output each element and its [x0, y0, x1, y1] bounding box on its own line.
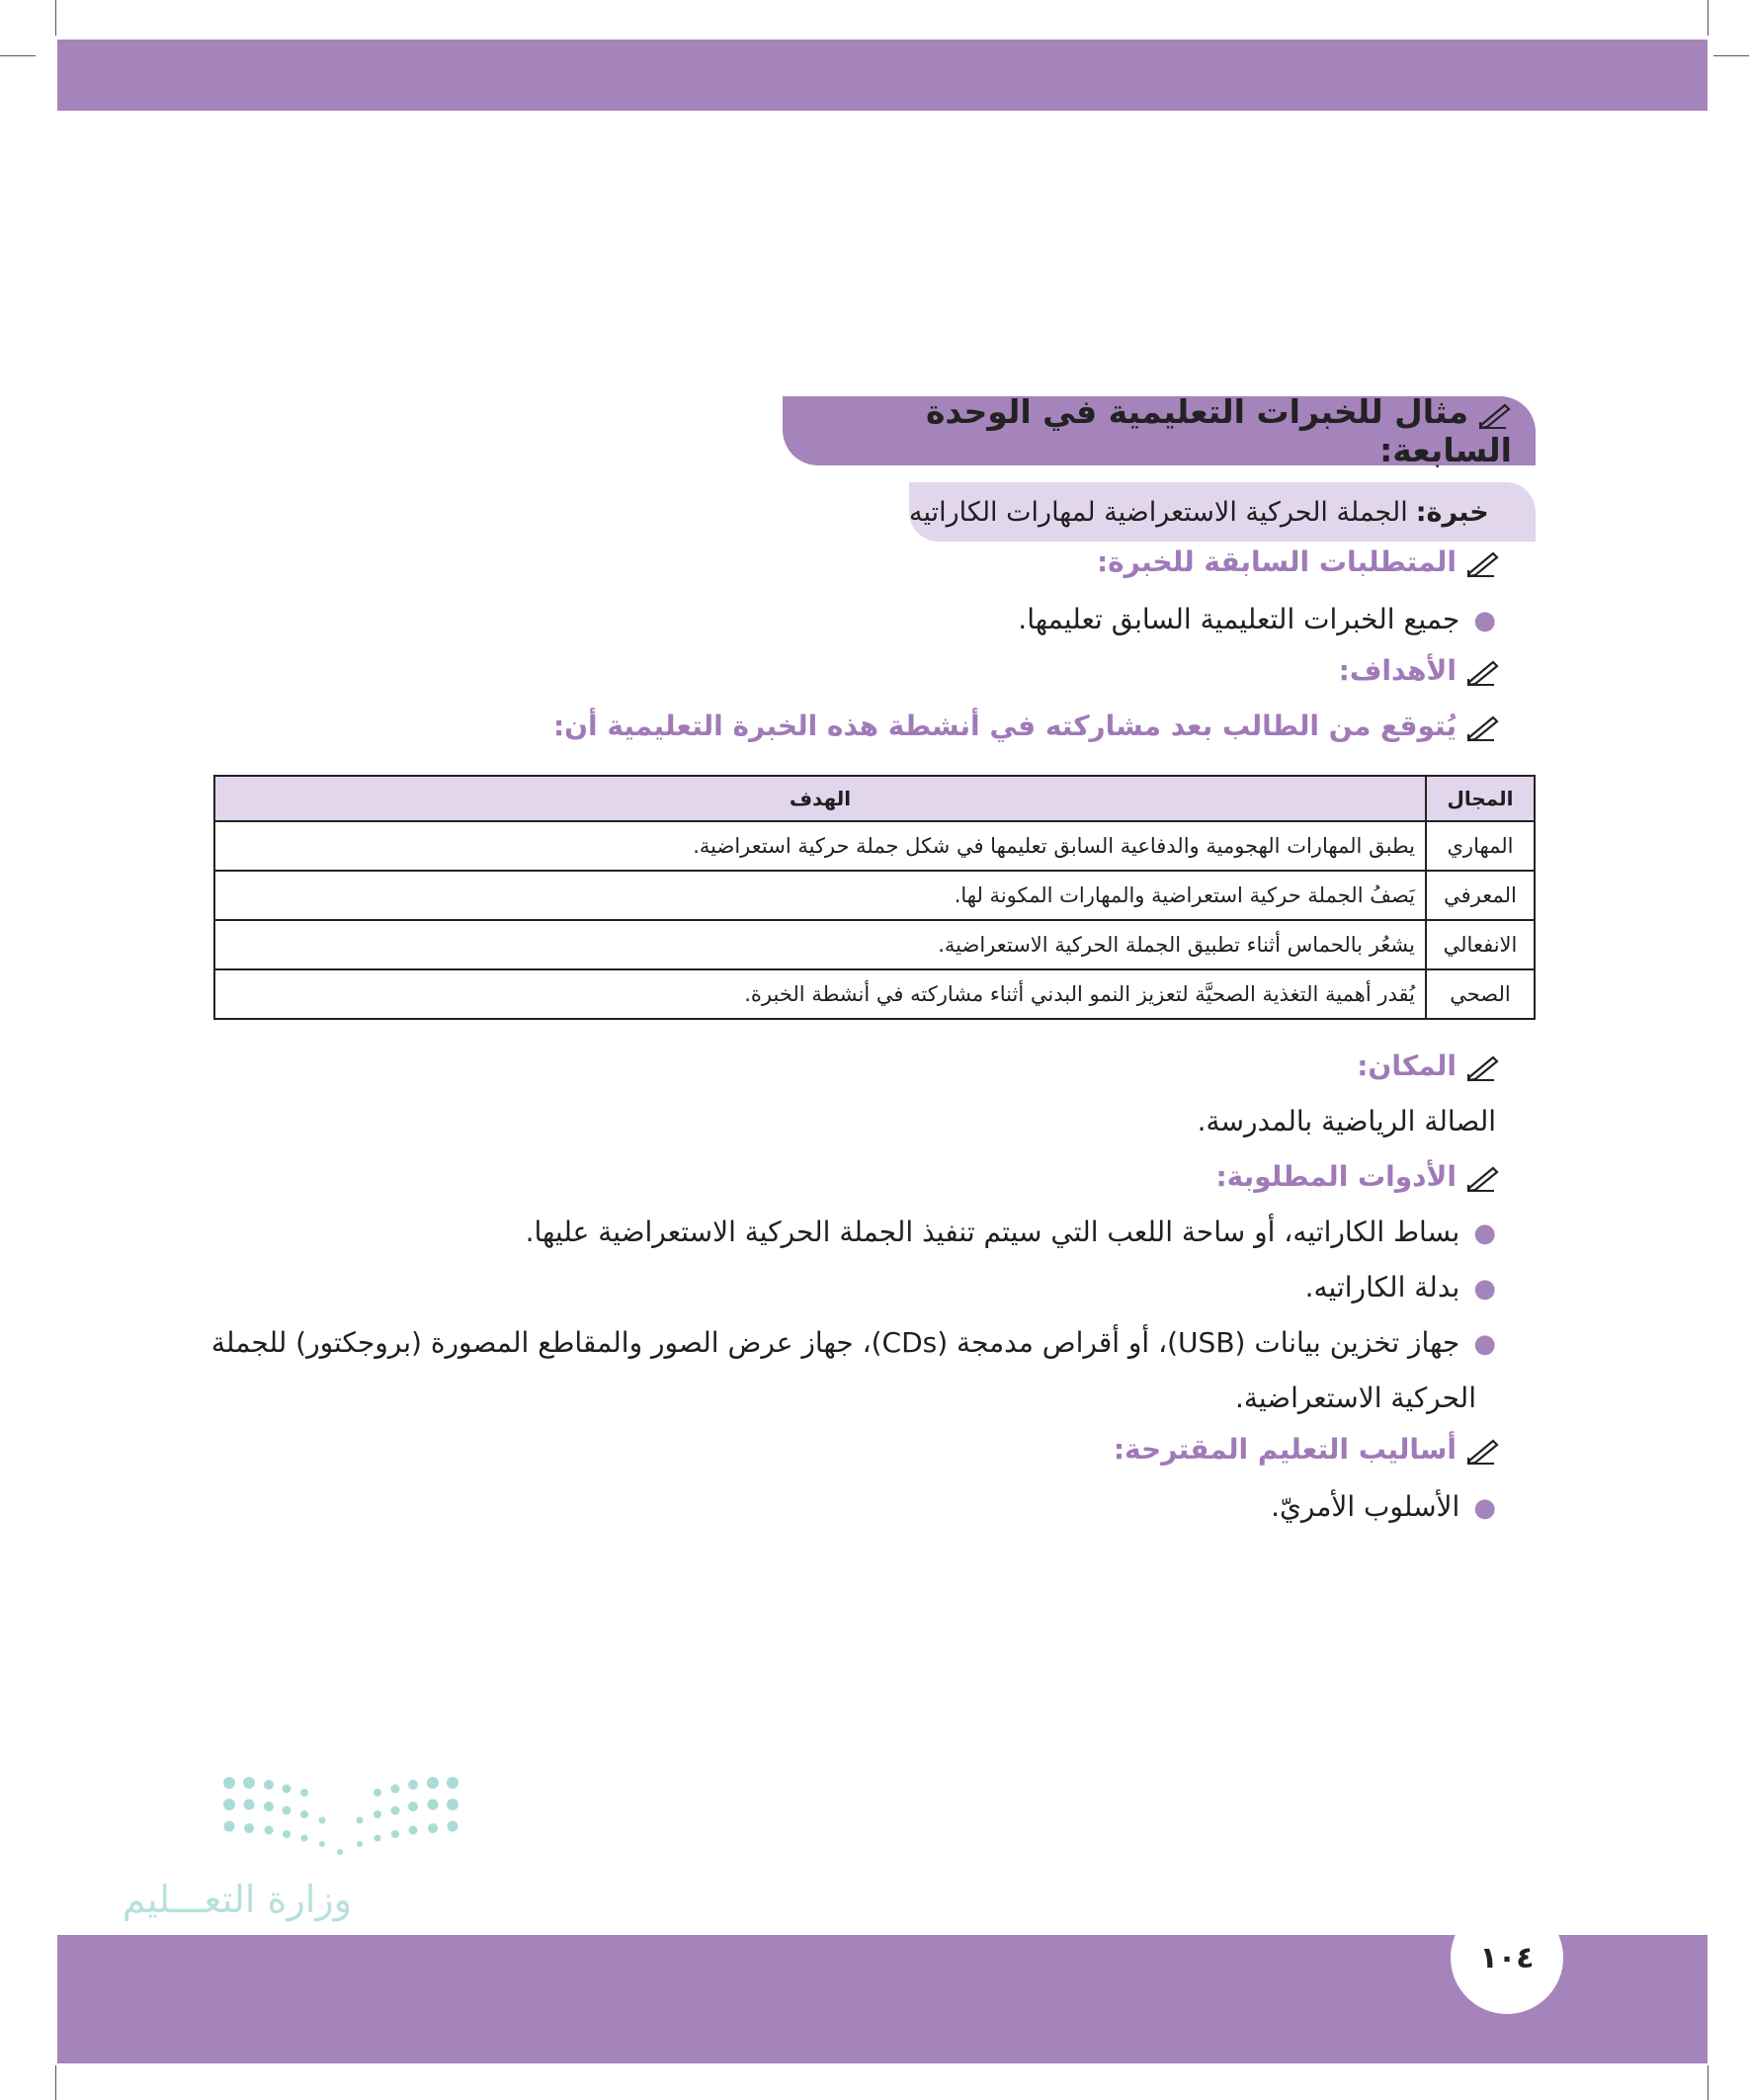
pen-icon [1466, 1163, 1500, 1193]
prerequisites-heading: المتطلبات السابقة للخبرة: [1097, 546, 1500, 578]
goal-cell: يطبق المهارات الهجومية والدفاعية السابق تعليمها في شكل جملة حركية استعراضية. [214, 821, 1426, 871]
bullet-icon: ● [1473, 1329, 1496, 1359]
page-number: ١٠٤ [1451, 1901, 1563, 2014]
pen-icon [1466, 1052, 1500, 1082]
table-row [214, 871, 1535, 920]
experience-name: الجملة الحركية الاستعراضية لمهارات الكاراتيه [909, 496, 1408, 528]
table-row [214, 920, 1535, 969]
list-item: ●جهاز تخزين بيانات (USB)، أو أقراص مدمجة (CDs)، جهاز عرض الصور والمقاطع المصورة (بروجكتور) للجملة [210, 1326, 1496, 1359]
bullet-icon: ● [1473, 1218, 1496, 1248]
pen-icon [1478, 399, 1512, 429]
place-text: الصالة الرياضية بالمدرسة. [1197, 1105, 1496, 1137]
methods-heading: أساليب التعليم المقترحة: [1114, 1433, 1500, 1466]
domain-cell: الصحي [1426, 969, 1535, 1019]
goals-table [213, 775, 1536, 1020]
list-item: ●بساط الكاراتيه، أو ساحة اللعب التي سيتم تنفيذ الجملة الحركية الاستعراضية عليها. [525, 1216, 1496, 1248]
ministry-logo-text: وزارة التعـــليم [122, 1878, 352, 1921]
experience-label: خبرة: [1415, 496, 1489, 528]
column-header-domain: المجال [1426, 776, 1535, 821]
section-title-tab [783, 392, 1536, 469]
place-heading: المكان: [1357, 1050, 1500, 1082]
bullet-icon: ● [1473, 606, 1496, 635]
header-bar [57, 40, 1707, 111]
column-header-goal: الهدف [214, 776, 1426, 821]
crop-mark [55, 2065, 56, 2100]
list-item: ●الأسلوب الأمريّ. [1271, 1490, 1496, 1523]
domain-cell: المهاري [1426, 821, 1535, 871]
crop-mark [1707, 0, 1708, 36]
objectives-heading: الأهداف: [1339, 654, 1500, 687]
pen-icon [1466, 657, 1500, 687]
crop-mark [1707, 2065, 1708, 2100]
tools-heading: الأدوات المطلوبة: [1215, 1160, 1500, 1193]
list-item-continued: الحركية الاستعراضية. [1234, 1382, 1476, 1414]
list-item: ●بدلة الكاراتيه. [1304, 1271, 1496, 1303]
crop-mark [0, 55, 36, 56]
goal-cell: يَصفُ الجملة حركية استعراضية والمهارات المكونة لها. [214, 871, 1426, 920]
table-row [214, 821, 1535, 871]
pen-icon [1466, 713, 1500, 742]
goal-cell: يُقدر أهمية التغذية الصحيَّة لتعزيز النمو البدني أثناء مشاركته في أنشطة الخبرة. [214, 969, 1426, 1019]
bullet-icon: ● [1473, 1493, 1496, 1523]
domain-cell: الانفعالي [1426, 920, 1535, 969]
crop-mark [55, 0, 56, 36]
experience-tab [909, 482, 1536, 542]
pen-icon [1466, 1436, 1500, 1466]
table-row [214, 969, 1535, 1019]
pen-icon [1466, 548, 1500, 578]
crop-mark [1713, 55, 1749, 56]
domain-cell: المعرفي [1426, 871, 1535, 920]
goal-cell: يشعُر بالحماس أثناء تطبيق الجملة الحركية الاستعراضية. [214, 920, 1426, 969]
objectives-intro: يُتوقع من الطالب بعد مشاركته في أنشطة هذه الخبرة التعليمية أن: [553, 710, 1500, 742]
list-item: ●جميع الخبرات التعليمية السابق تعليمها. [1018, 603, 1496, 635]
page-title: مثال للخبرات التعليمية في الوحدة السابعة: [925, 392, 1512, 469]
bullet-icon: ● [1473, 1274, 1496, 1303]
table-header-row [214, 776, 1535, 821]
